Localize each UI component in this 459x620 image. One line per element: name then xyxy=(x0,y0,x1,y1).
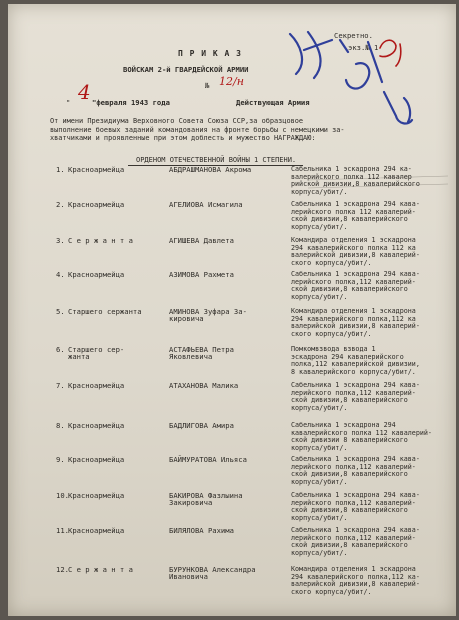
blue-pencil-signature xyxy=(290,32,412,123)
row-rank: Красноармейца xyxy=(68,165,125,174)
document-page xyxy=(8,4,456,616)
row-name: БУРУНКОВА Александра Ивановича xyxy=(169,565,256,582)
row-rank: Красноармейца xyxy=(68,455,125,464)
row-description: Помкомвзвода взвода 1 эскадрона 294 кавалерийского полка,112 кавалерийской дивизии, 8 кавалерийского корпуса/убит/. xyxy=(291,345,420,376)
secret-stamp: Секретно. xyxy=(334,31,373,40)
row-number: 9. xyxy=(56,455,65,464)
row-name: АМИНОВА Зуфара За- кировича xyxy=(169,307,247,324)
row-rank: С е р ж а н т а xyxy=(68,236,133,245)
row-description: Сабельника 1 эскадрона 294 кава- лерийского полка,112 кавалерий- ской дивизии,8 кавалерийского корпуса/убит/. xyxy=(291,455,420,486)
row-rank: С е р ж а н т а xyxy=(68,565,133,574)
row-description: Командира отделения 1 эскадрона 294 кавалерийского полка,112 ка- валерийской дивизии,8 кавалерий- ского корпуса/убит/. xyxy=(291,565,420,596)
row-description: Сабельника 1 эскадрона 294 кава- лерийского полка,112 кавалерий- ской дивизии,8 кавалерийского корпуса/убит/. xyxy=(291,270,420,301)
row-name: БИЛЯЛОВА Рахима xyxy=(169,526,234,535)
row-name: АБДРАШМАНОВА Акрома xyxy=(169,165,252,174)
row-number: 11. xyxy=(56,526,69,535)
row-rank: Красноармейца xyxy=(68,491,125,500)
date-day-handwritten: 4 xyxy=(78,80,91,104)
row-rank: Старшего сер- жанта xyxy=(68,345,125,362)
row-description: Сабельника 1 эскадрона 294 кавалерийского полка 112 кавалерий- ской дивизии 8 кавалерийского корпуса/убит/. xyxy=(291,421,432,452)
row-number: 10. xyxy=(56,491,69,500)
row-number: 3. xyxy=(56,236,65,245)
order-location: Действующая Армия xyxy=(236,98,310,107)
row-rank: Красноармейца xyxy=(68,270,125,279)
section-title: ОРДЕНОМ ОТЕЧЕСТВЕННОЙ ВОЙНЫ 1 СТЕПЕНИ. xyxy=(136,156,297,164)
row-number: 2. xyxy=(56,200,65,209)
row-rank: Красноармейца xyxy=(68,381,125,390)
row-name: АГИШЕВА Давлета xyxy=(169,236,234,245)
row-name: БАДЛИГОВА Амира xyxy=(169,421,234,430)
row-name: АТАХАНОВА Малика xyxy=(169,381,239,390)
row-name: АСТАФЬЕВА Петра Яковлевича xyxy=(169,345,234,362)
row-description: Сабельника 1 эскадрона 294 кава- лерийского полка,112 кавалерий- ской дивизии,8 кавалерийского корпуса/убит/. xyxy=(291,491,420,522)
row-number: 8. xyxy=(56,421,65,430)
row-number: 12. xyxy=(56,565,69,574)
row-rank: Красноармейца xyxy=(68,421,125,430)
date-quote: " xyxy=(66,98,71,107)
row-name: БАКИРОВА Фазлыина Закировича xyxy=(169,491,243,508)
order-title: П Р И К А З xyxy=(178,49,242,58)
row-description: Сабельника 1 эскадрона 294 кава- лерийского полка,112 кавалерий- ской дивизии,8 кавалерийского корпуса/убит/. xyxy=(291,526,420,557)
row-name: АГЕЛИОВА Исмагила xyxy=(169,200,243,209)
row-number: 5. xyxy=(56,307,65,316)
row-name: БАЙМУРАТОВА Ильяса xyxy=(169,455,247,464)
red-ink-mark xyxy=(380,40,401,66)
order-subtitle: ВОЙСКАМ 2-й ГВАРДЕЙСКОЙ АРМИИ xyxy=(123,65,249,74)
row-description: Сабельника 1 эскадрона 294 кава- лерийского полка 112 кавалерий- ской дивизии,8 кавалерийского корпуса/убит/. xyxy=(291,200,420,231)
order-date: "февраля 1943 года xyxy=(92,98,170,107)
row-description: Сабельника 1 эскадрона 294 ка- валерийского полка 112 кавалер рийской дивизии,8 кавалерийского корпуса/убит/. xyxy=(291,165,420,196)
row-number: 1. xyxy=(56,165,65,174)
order-number-handwritten: 12/н xyxy=(219,75,244,88)
row-description: Командира отделения 1 эскадрона 294 кавалерийского полка 112 ка валерийской дивизии,8 кавалерий- ского корпуса/убит/. xyxy=(291,236,420,267)
row-number: 6. xyxy=(56,345,65,354)
copy-number: экз.№ 1 xyxy=(348,43,379,52)
row-name: АЗИМОВА Рахмета xyxy=(169,270,234,279)
preamble: От имени Президиума Верховного Совета Союза ССР,за образцовое выполнение боевых заданий командования на фронте борьбы с немецкими за- хватчиками и проявленные при этом доблесть и мужество НАГРАЖДАЮ: xyxy=(50,117,345,143)
row-rank: Красноармейца xyxy=(68,200,125,209)
order-number-prefix: № xyxy=(205,81,210,90)
row-number: 4. xyxy=(56,270,65,279)
row-number: 7. xyxy=(56,381,65,390)
row-description: Сабельника 1 эскадрона 294 кава- лерийского полка,112 кавалерий- ской дивизии,8 кавалерийского корпуса/убит/. xyxy=(291,381,420,412)
row-rank: Старшего сержанта xyxy=(68,307,142,316)
row-description: Командира отделения 1 эскадрона 294 кавалерийского полка,112 ка валерийской дивизии,8 кавалерий- ского корпуса/убит/. xyxy=(291,307,420,338)
row-rank: Красноармейца xyxy=(68,526,125,535)
